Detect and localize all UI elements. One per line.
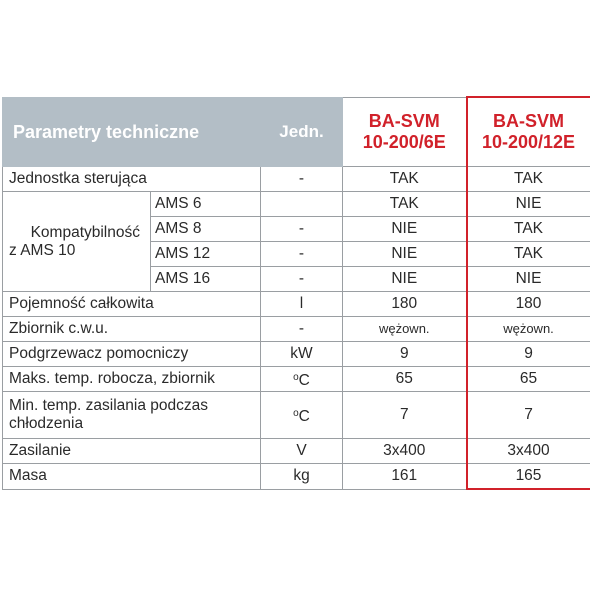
label-control-unit: Jednostka sterująca	[3, 167, 261, 192]
value-12e-power: 3x400	[467, 439, 590, 464]
label-aux-heater: Podgrzewacz pomocniczy	[3, 342, 261, 367]
unit-ams16: -	[261, 267, 343, 292]
compat-line1: Kompatybilność	[30, 223, 140, 241]
technical-parameters-table	[2, 96, 590, 490]
value-12e-capacity: 180	[467, 292, 590, 317]
model-6e-line2: 10-200/6E	[362, 131, 446, 152]
unit-control-unit: -	[261, 167, 343, 192]
unit-max-temp	[261, 367, 343, 392]
label-max-temp: Maks. temp. robocza, zbiornik	[3, 367, 261, 392]
label-ams16: AMS 16	[151, 267, 261, 292]
degree-sup-min: o	[293, 407, 299, 419]
label-ams6: AMS 6	[151, 192, 261, 217]
unit-power: V	[261, 439, 343, 464]
header-model-12e	[467, 97, 590, 167]
value-12e-dhw-tank: wężown.	[467, 317, 590, 342]
value-6e-max-temp: 65	[343, 367, 467, 392]
value-12e-ams16: NIE	[467, 267, 590, 292]
unit-capacity: l	[261, 292, 343, 317]
unit-min-temp-c: C	[298, 407, 310, 425]
value-6e-aux-heater: 9	[343, 342, 467, 367]
min-temp-line1: Min. temp. zasilania podczas	[9, 397, 209, 414]
unit-ams12: -	[261, 242, 343, 267]
value-12e-ams8: TAK	[467, 217, 590, 242]
value-6e-mass: 161	[343, 464, 467, 490]
label-capacity: Pojemność całkowita	[3, 292, 261, 317]
row-compat-ams6	[3, 192, 590, 217]
label-compatibility-group	[3, 192, 151, 292]
row-aux-heater	[3, 342, 590, 367]
label-power: Zasilanie	[3, 439, 261, 464]
value-12e-min-temp: 7	[467, 392, 590, 439]
header-model-6e	[343, 97, 467, 167]
value-6e-control-unit: TAK	[343, 167, 467, 192]
header-row	[3, 97, 590, 167]
value-6e-capacity: 180	[343, 292, 467, 317]
label-ams8: AMS 8	[151, 217, 261, 242]
value-12e-mass: 165	[467, 464, 590, 490]
label-min-temp	[3, 392, 261, 439]
label-ams12: AMS 12	[151, 242, 261, 267]
value-6e-dhw-tank: wężown.	[343, 317, 467, 342]
value-12e-aux-heater: 9	[467, 342, 590, 367]
value-12e-ams12: TAK	[467, 242, 590, 267]
model-6e-line1: BA-SVM	[368, 110, 440, 131]
value-12e-ams6: NIE	[467, 192, 590, 217]
model-12e-line1: BA-SVM	[493, 111, 564, 131]
row-power	[3, 439, 590, 464]
label-mass: Masa	[3, 464, 261, 490]
value-6e-ams6: TAK	[343, 192, 467, 217]
value-6e-ams12: NIE	[343, 242, 467, 267]
label-dhw-tank: Zbiornik c.w.u.	[3, 317, 261, 342]
row-dhw-tank	[3, 317, 590, 342]
unit-min-temp	[261, 392, 343, 439]
unit-ams8: -	[261, 217, 343, 242]
row-max-temp	[3, 367, 590, 392]
value-6e-ams8: NIE	[343, 217, 467, 242]
min-temp-line2: chłodzenia	[9, 415, 84, 432]
row-min-temp	[3, 392, 590, 439]
value-6e-power: 3x400	[343, 439, 467, 464]
unit-max-temp-c: C	[298, 371, 310, 389]
value-12e-max-temp: 65	[467, 367, 590, 392]
model-12e-line2: 10-200/12E	[481, 132, 576, 152]
value-6e-min-temp: 7	[343, 392, 467, 439]
unit-aux-heater: kW	[261, 342, 343, 367]
header-unit: Jedn.	[261, 97, 343, 167]
value-12e-control-unit: TAK	[467, 167, 590, 192]
value-6e-ams16: NIE	[343, 267, 467, 292]
row-mass	[3, 464, 590, 490]
compat-line2: z AMS 10	[9, 241, 76, 259]
unit-dhw-tank: -	[261, 317, 343, 342]
unit-ams6	[261, 192, 343, 217]
row-control-unit	[3, 167, 590, 192]
header-parameters: Parametry techniczne	[3, 97, 261, 167]
degree-sup-max: o	[293, 371, 299, 383]
row-capacity	[3, 292, 590, 317]
unit-mass: kg	[261, 464, 343, 490]
